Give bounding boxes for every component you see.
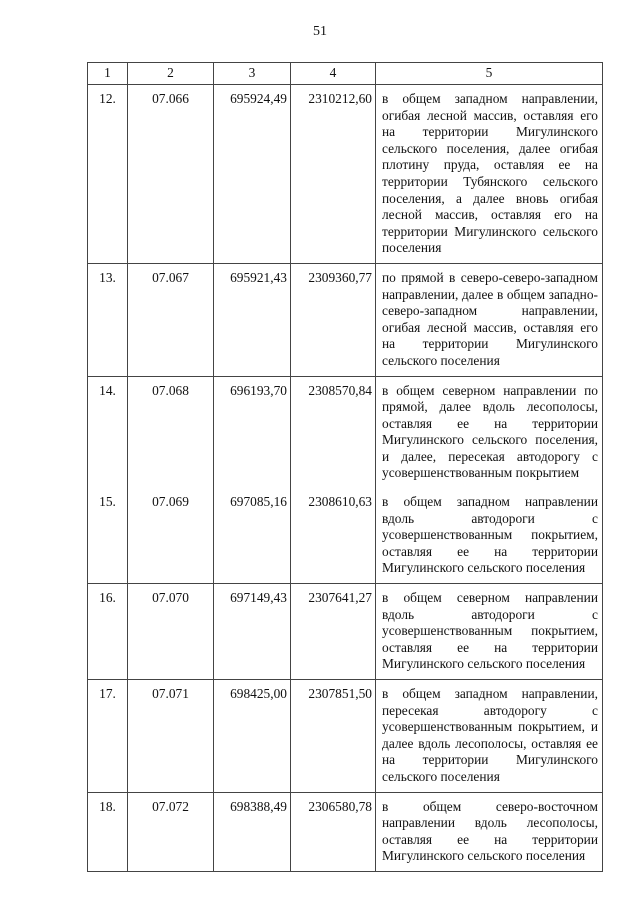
table-row — [88, 376, 603, 488]
table-row — [88, 584, 603, 680]
coord-y: 2307641,27 — [291, 584, 376, 680]
table-row — [88, 680, 603, 793]
table-row — [88, 488, 603, 583]
coord-y: 2307851,50 — [291, 680, 376, 793]
description: по прямой в северо-северо-западном направлении, далее в общем западно-северо-западном направлении, огибая лесной массив, оставляя его на территории Мигулинского сельского поселения — [376, 263, 603, 376]
coord-y: 2306580,78 — [291, 792, 376, 871]
table-row — [88, 85, 603, 264]
page-number: 51 — [313, 24, 327, 39]
row-number: 15. — [88, 488, 128, 583]
header-col-1: 1 — [88, 63, 128, 85]
coord-x: 698388,49 — [214, 792, 291, 871]
description: в общем западном направлении, пересекая автодорогу с усовершенствованным покрытием, и далее вдоль лесополосы, оставляя ее на территории Мигулинского сельского поселения — [376, 680, 603, 793]
table-row — [88, 263, 603, 376]
point-code: 07.071 — [128, 680, 214, 793]
description: в общем северо-восточном направлении вдоль лесополосы, оставляя ее на территории Мигулинского сельского поселения — [376, 792, 603, 871]
coord-y: 2308610,63 — [291, 488, 376, 583]
coord-x: 697149,43 — [214, 584, 291, 680]
row-number: 13. — [88, 263, 128, 376]
point-code: 07.068 — [128, 376, 214, 488]
row-number: 18. — [88, 792, 128, 871]
point-code: 07.072 — [128, 792, 214, 871]
coord-x: 695924,49 — [214, 85, 291, 264]
table-row — [88, 792, 603, 871]
coord-x: 697085,16 — [214, 488, 291, 583]
boundary-table — [87, 62, 603, 872]
coord-x: 698425,00 — [214, 680, 291, 793]
header-col-4: 4 — [291, 63, 376, 85]
point-code: 07.066 — [128, 85, 214, 264]
description: в общем западном направлении, огибая лесной массив, оставляя его на территории Мигулинского сельского поселения, далее огибая плотину пруда, оставляя ее на территории Тубянского сельского поселения, а далее вновь огибая лесной массив, оставляя его на территории Мигулинского сельского поселения — [376, 85, 603, 264]
coord-x: 696193,70 — [214, 376, 291, 488]
point-code: 07.067 — [128, 263, 214, 376]
description: в общем северном направлении вдоль автодороги с усовершенствованным покрытием, оставляя ее на территории Мигулинского сельского поселения — [376, 584, 603, 680]
coord-y: 2310212,60 — [291, 85, 376, 264]
header-col-2: 2 — [128, 63, 214, 85]
row-number: 12. — [88, 85, 128, 264]
table-header-row — [88, 63, 603, 85]
point-code: 07.070 — [128, 584, 214, 680]
description: в общем западном направлении вдоль автодороги с усовершенствованным покрытием, оставляя ее на территории Мигулинского сельского поселения — [376, 488, 603, 583]
row-number: 17. — [88, 680, 128, 793]
coord-y: 2308570,84 — [291, 376, 376, 488]
coord-x: 695921,43 — [214, 263, 291, 376]
point-code: 07.069 — [128, 488, 214, 583]
description: в общем северном направлении по прямой, далее вдоль лесополосы, оставляя ее на территории Мигулинского сельского поселения, и далее, пересекая автодорогу с усовершенствованным покрытием — [376, 376, 603, 488]
row-number: 14. — [88, 376, 128, 488]
coord-y: 2309360,77 — [291, 263, 376, 376]
header-col-5: 5 — [376, 63, 603, 85]
header-col-3: 3 — [214, 63, 291, 85]
row-number: 16. — [88, 584, 128, 680]
